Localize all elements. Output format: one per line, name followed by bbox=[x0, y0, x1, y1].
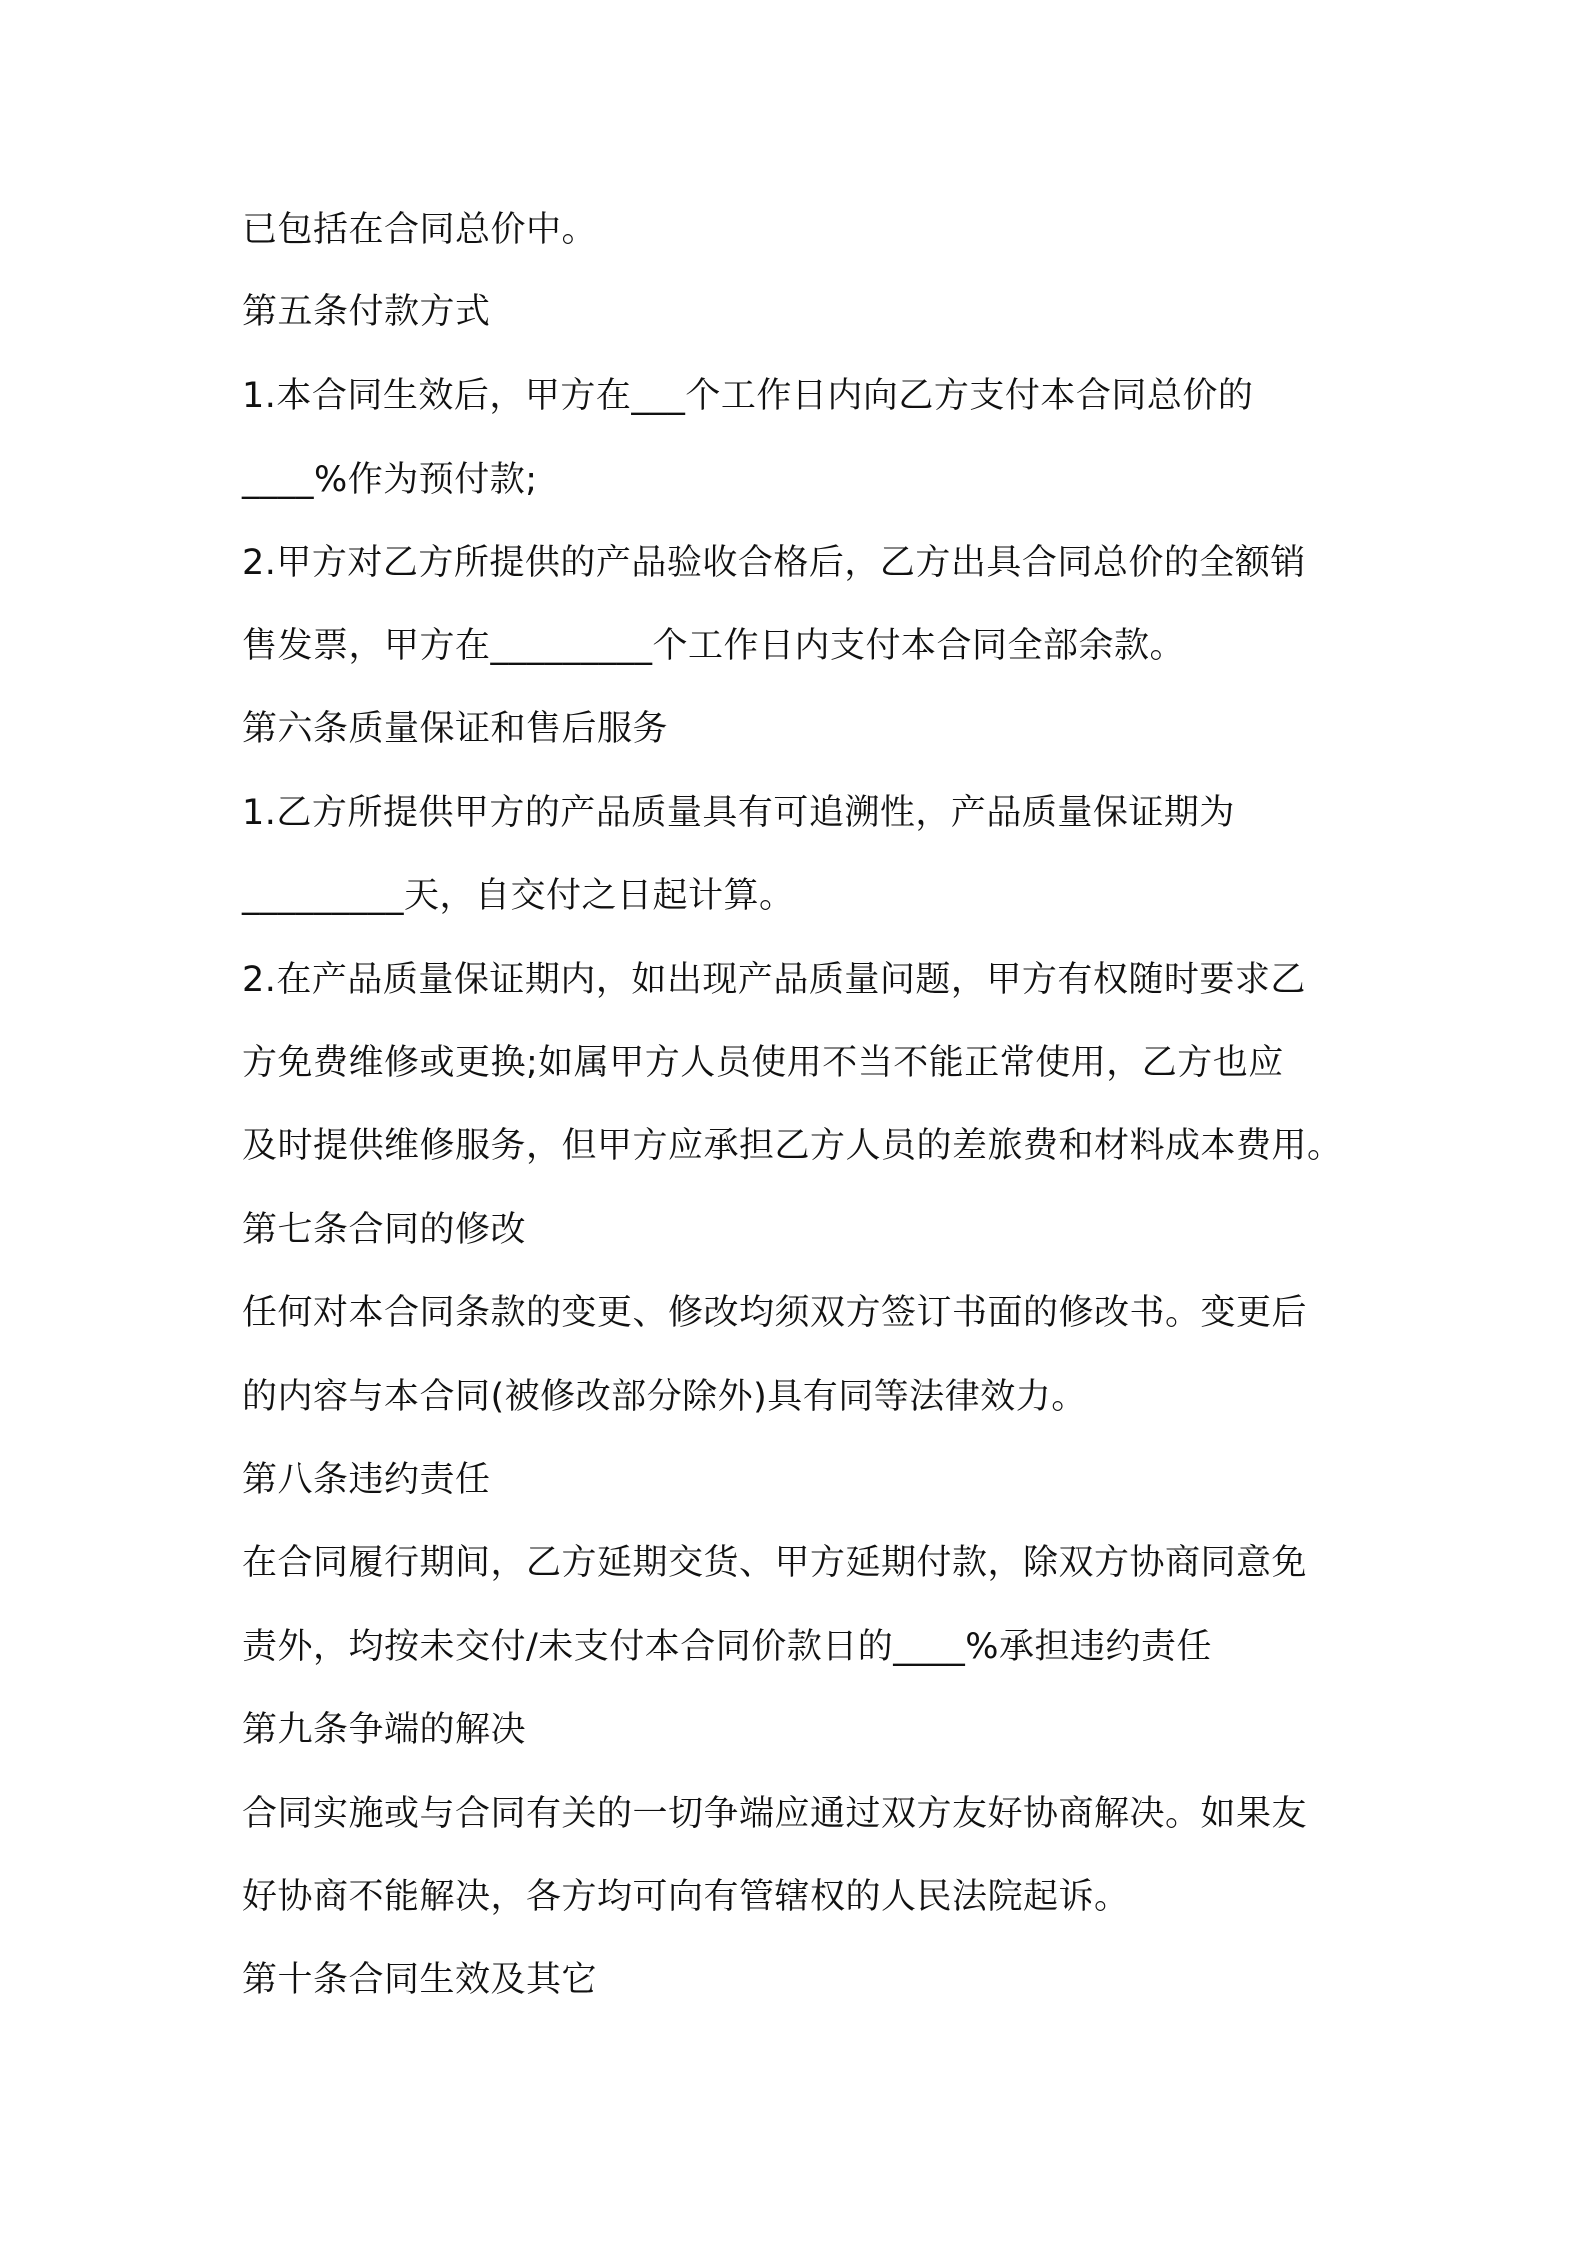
text-line: 的内容与本合同(被修改部分除外)具有同等法律效力。 bbox=[242, 1377, 1087, 1417]
section-heading: 第六条质量保证和售后服务 bbox=[242, 709, 669, 749]
text-line: 1.本合同生效后，甲方在___个工作日内向乙方支付本合同总价的 bbox=[242, 376, 1254, 416]
text-line: 好协商不能解决，各方均可向有管辖权的人民法院起诉。 bbox=[242, 1877, 1130, 1917]
text-line: 已包括在合同总价中。 bbox=[242, 210, 598, 250]
text-line: 1.乙方所提供甲方的产品质量具有可追溯性，产品质量保证期为 bbox=[242, 793, 1235, 833]
section-heading: 第十条合同生效及其它 bbox=[242, 1960, 598, 2000]
text-line: 任何对本合同条款的变更、修改均须双方签订书面的修改书。变更后 bbox=[242, 1293, 1308, 1333]
text-line: 合同实施或与合同有关的一切争端应通过双方友好协商解决。如果友 bbox=[242, 1794, 1308, 1834]
text-line: 2.在产品质量保证期内，如出现产品质量问题，甲方有权随时要求乙 bbox=[242, 960, 1306, 1000]
text-line: 售发票，甲方在_________个工作日内支付本合同全部余款。 bbox=[242, 626, 1186, 666]
section-heading: 第八条违约责任 bbox=[242, 1460, 491, 1500]
text-line: _________天，自交付之日起计算。 bbox=[242, 876, 795, 916]
text-line: 及时提供维修服务，但甲方应承担乙方人员的差旅费和材料成本费用。 bbox=[242, 1126, 1343, 1166]
text-line: ____%作为预付款; bbox=[242, 460, 538, 500]
text-line: 方免费维修或更换;如属甲方人员使用不当不能正常使用，乙方也应 bbox=[242, 1043, 1284, 1083]
text-line: 在合同履行期间，乙方延期交货、甲方延期付款，除双方协商同意免 bbox=[242, 1543, 1308, 1583]
section-heading: 第七条合同的修改 bbox=[242, 1210, 527, 1250]
text-line: 2.甲方对乙方所提供的产品验收合格后，乙方出具合同总价的全额销 bbox=[242, 543, 1306, 583]
section-heading: 第五条付款方式 bbox=[242, 292, 491, 332]
text-line: 责外，均按未交付/未支付本合同价款日的____%承担违约责任 bbox=[242, 1627, 1213, 1667]
section-heading: 第九条争端的解决 bbox=[242, 1710, 527, 1750]
